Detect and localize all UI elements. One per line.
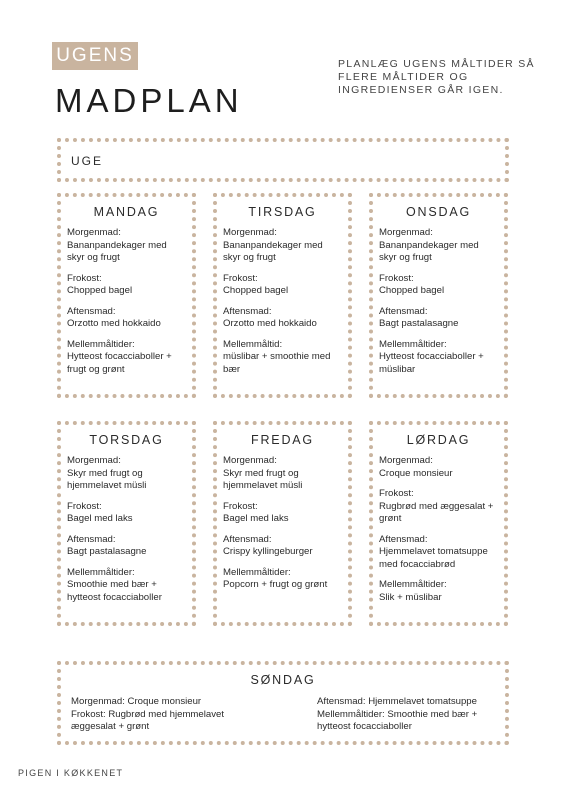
sunday-line: Morgenmad: Croque monsieur <box>71 696 202 707</box>
meal-value: müslibar + smoothie med bær <box>223 351 331 375</box>
meal-entry <box>223 227 342 265</box>
meal-entry <box>223 534 342 559</box>
meal-value: Hjemmelavet tomatsuppe med focacciabrød <box>379 546 488 570</box>
meal-entry <box>379 306 498 331</box>
meal-value: Bananpandekager med skyr og frugt <box>379 239 479 263</box>
meal-label: Frokost: <box>223 272 258 284</box>
meal-entry <box>67 306 186 331</box>
sunday-line: æggesalat + grønt <box>71 721 150 732</box>
meal-value: Smoothie med bær + hytteost focacciaboller <box>67 579 162 603</box>
sunday-right-column <box>317 696 507 734</box>
meal-value: Bagel med laks <box>223 513 289 524</box>
meal-value: Popcorn + frugt og grønt <box>223 579 328 590</box>
meal-value: Bagel med laks <box>67 513 133 524</box>
meal-value: Croque monsieur <box>379 467 453 479</box>
day-card-tirsdag <box>213 193 352 398</box>
meal-value: Bananpandekager med skyr og frugt <box>67 239 167 263</box>
meal-entry <box>223 339 342 377</box>
meal-entry <box>67 339 186 377</box>
meal-entry <box>67 567 186 605</box>
day-title: MANDAG <box>93 205 160 219</box>
meal-value: Bagt pastalasagne <box>379 318 459 329</box>
meal-entry <box>379 273 498 298</box>
header-tag: UGENS <box>52 42 138 70</box>
meal-label: Frokost: <box>379 488 414 499</box>
meal-entry <box>67 501 186 526</box>
sunday-line: Frokost: Rugbrød med hjemmelavet <box>71 708 225 720</box>
meal-value: Rugbrød med æggesalat + grønt <box>379 500 494 524</box>
meal-label: Mellemmåltider: <box>379 579 447 590</box>
meal-entry <box>379 339 498 377</box>
meal-label: Aftensmad: <box>379 533 428 545</box>
day-card-onsdag <box>369 193 508 398</box>
meal-value: Hytteost focacciaboller + frugt og grønt <box>67 351 172 375</box>
meal-label: Morgenmad: <box>379 455 433 466</box>
meal-label: Aftensmad: <box>67 305 116 317</box>
meal-value: Slik + müslibar <box>379 591 442 603</box>
meal-value: Skyr med frugt og hjemmelavet müsli <box>67 467 147 491</box>
sunday-left-column <box>71 696 271 734</box>
meal-label: Frokost: <box>223 500 258 512</box>
sunday-line: hytteost focacciaboller <box>317 721 412 732</box>
day-title: SØNDAG <box>250 673 316 687</box>
meal-label: Mellemmåltider: <box>67 566 135 578</box>
meal-label: Aftensmad: <box>223 305 272 317</box>
sunday-line: Aftensmad: Hjemmelavet tomatsuppe <box>317 696 477 707</box>
meal-entry <box>379 579 498 604</box>
meal-entry <box>223 501 342 526</box>
day-card-lørdag <box>369 421 508 626</box>
meal-value: Hytteost focacciaboller + müslibar <box>379 351 484 375</box>
meal-label: Frokost: <box>379 272 414 284</box>
meal-value: Crispy kyllingeburger <box>223 546 313 557</box>
meal-entry <box>379 455 498 480</box>
footer-brand: PIGEN I KØKKENET <box>18 768 124 778</box>
meal-label: Mellemmåltid: <box>223 338 283 350</box>
day-card-fredag <box>213 421 352 626</box>
day-title: TORSDAG <box>89 433 164 447</box>
meal-value: Chopped bagel <box>223 285 289 296</box>
meal-label: Aftensmad: <box>67 533 116 545</box>
meal-entry <box>379 227 498 265</box>
meal-label: Aftensmad: <box>379 305 428 317</box>
day-title: ONSDAG <box>406 205 471 219</box>
meal-entry <box>67 534 186 559</box>
meal-label: Frokost: <box>67 272 102 284</box>
meal-value: Bananpandekager med skyr og frugt <box>223 239 323 263</box>
meal-entry <box>379 534 498 572</box>
day-card-sunday <box>57 661 509 745</box>
meal-label: Frokost: <box>67 500 102 512</box>
meal-value: Chopped bagel <box>67 285 133 296</box>
day-title: FREDAG <box>251 433 314 447</box>
meal-label: Mellemmåltider: <box>67 338 135 350</box>
day-title: LØRDAG <box>406 433 471 447</box>
week-box <box>57 138 509 182</box>
meal-entry <box>379 488 498 526</box>
meal-value: Chopped bagel <box>379 285 445 296</box>
meal-label: Mellemmåltider: <box>223 566 291 578</box>
meal-label: Mellemmåltider: <box>379 338 447 350</box>
meal-label: Aftensmad: <box>223 533 272 545</box>
meal-label: Morgenmad: <box>67 227 121 238</box>
day-card-torsdag <box>57 421 196 626</box>
meal-value: Orzotto med hokkaido <box>223 318 317 329</box>
day-title: TIRSDAG <box>248 205 317 219</box>
day-card-mandag <box>57 193 196 398</box>
meal-value: Skyr med frugt og hjemmelavet müsli <box>223 467 303 491</box>
meal-value: Orzotto med hokkaido <box>67 318 161 329</box>
intro-text: PLANLÆG UGENS MÅLTIDER SÅ FLERE MÅLTIDER OG INGREDIENSER GÅR IGEN. <box>338 58 535 96</box>
sunday-line: Mellemmåltider: Smoothie med bær + <box>317 708 478 720</box>
meal-entry <box>67 273 186 298</box>
meal-entry <box>223 567 342 592</box>
meal-label: Morgenmad: <box>379 227 433 238</box>
meal-value: Bagt pastalasagne <box>67 546 147 557</box>
meal-entry <box>67 455 186 493</box>
page-title: MADPLAN <box>55 82 243 119</box>
meal-entry <box>67 227 186 265</box>
meal-entry <box>223 306 342 331</box>
week-label: UGE <box>71 154 104 168</box>
meal-label: Morgenmad: <box>223 455 277 466</box>
meal-label: Morgenmad: <box>67 455 121 466</box>
meal-label: Morgenmad: <box>223 227 277 238</box>
meal-entry <box>223 273 342 298</box>
meal-entry <box>223 455 342 493</box>
